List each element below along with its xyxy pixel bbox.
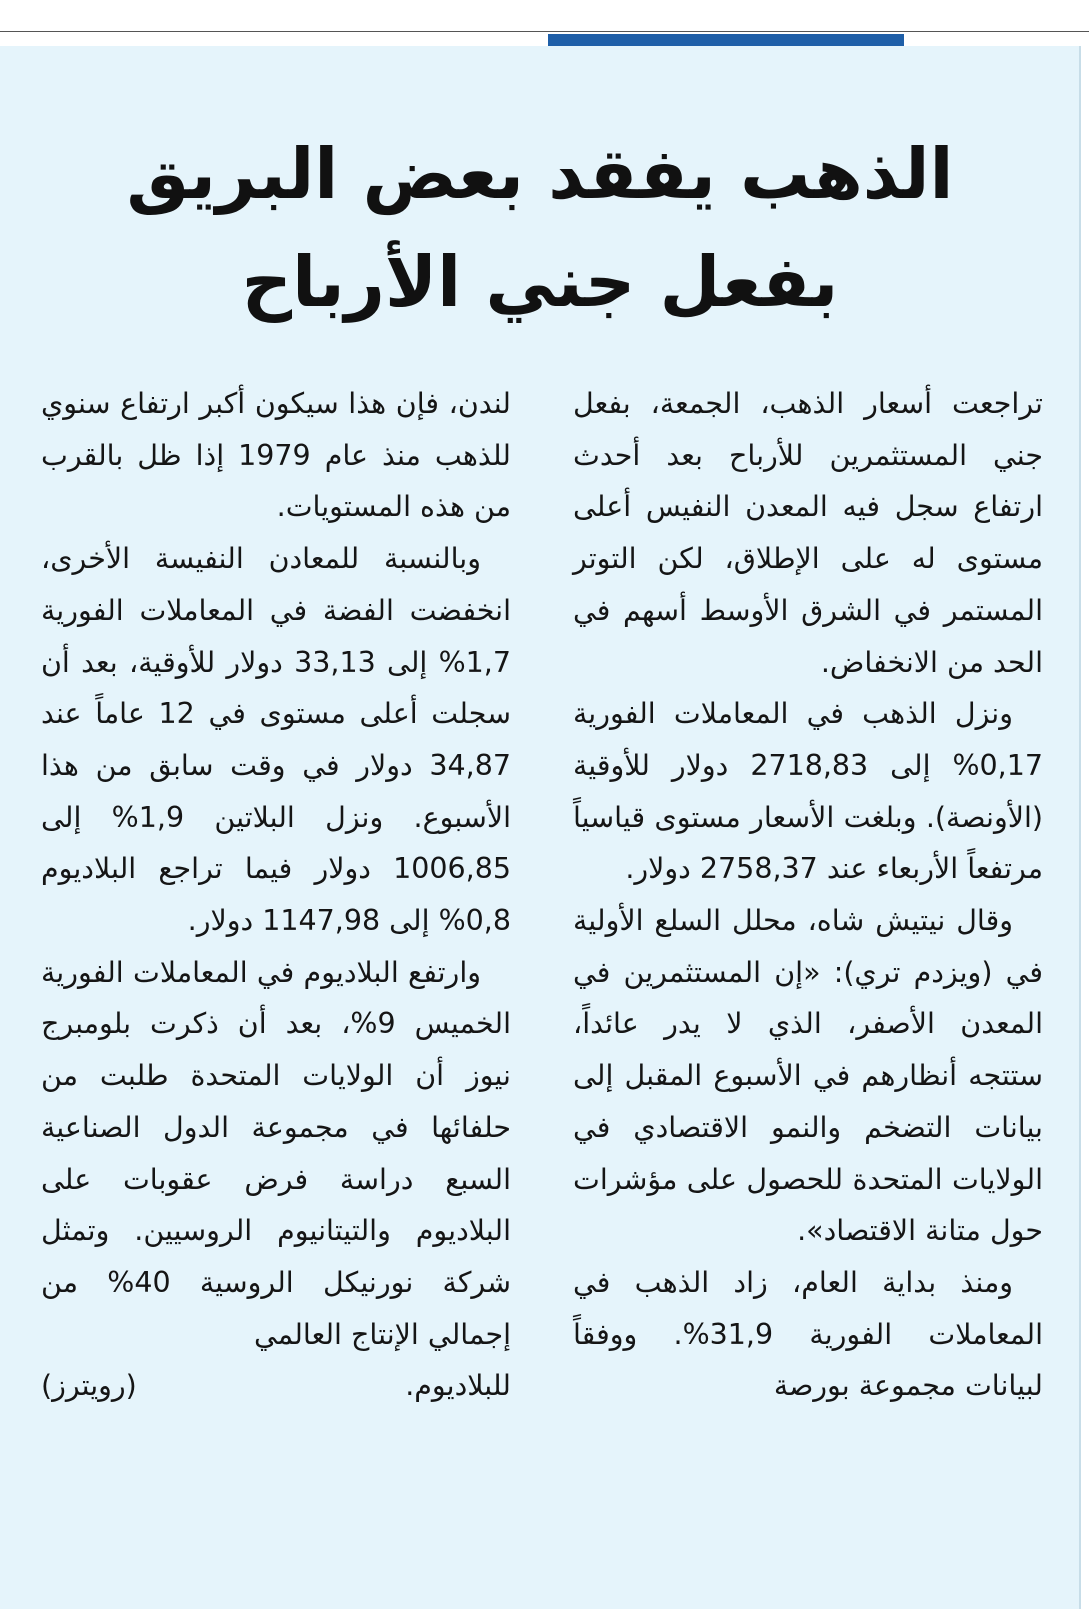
- closing-line: [41, 1360, 511, 1412]
- paragraph: وارتفع البلاديوم في المعاملات الفورية الخميس 9%، بعد أن ذكرت بلومبرج نيوز أن الولايات المتحدة طلبت من حلفائها في مجموعة الدول الصناعية السبع دراسة فرض عقوبات على البلاديوم والتيتانيوم الروسيين. وتمثل شركة نورنيكل الروسية 40% من إجمالي الإنتاج العالمي: [41, 955, 511, 1351]
- headline: [60, 120, 1020, 336]
- article-column-right: [573, 378, 1043, 1412]
- headline-line-2: بفعل جني الأرباح: [241, 241, 839, 323]
- closing-text: للبلاديوم.: [405, 1369, 511, 1403]
- paragraph: ومنذ بداية العام، زاد الذهب في المعاملات الفورية 31,9%. ووفقاً لبيانات مجموعة بورصة: [573, 1265, 1044, 1403]
- paragraph: وبالنسبة للمعادن النفيسة الأخرى، انخفضت الفضة في المعاملات الفورية 1,7% إلى 33,13 دولار للأوقية، بعد أن سجلت أعلى مستوى في 12 عاماً عند 34,87 دولار في وقت سابق من هذا الأسبوع. ونزل البلاتين 1,9% إلى 1006,85 دولار فيما تراجع البلاديوم 0,8% إلى 1147,98 دولار.: [41, 542, 511, 938]
- headline-line-1: الذهب يفقد بعض البريق: [126, 133, 954, 215]
- paragraph: تراجعت أسعار الذهب، الجمعة، بفعل جني المستثمرين للأرباح بعد أحدث ارتفاع سجل فيه المعدن النفيس أعلى مستوى له على الإطلاق، لكن التوتر المستمر في الشرق الأوسط أسهم في الحد من الانخفاض.: [573, 387, 1043, 679]
- paragraph: ونزل الذهب في المعاملات الفورية 0,17% إلى 2718,83 دولار للأوقية (الأونصة). وبلغت الأسعار مستوى قياسياً مرتفعاً الأربعاء عند 2758,37 دولار.: [573, 697, 1043, 886]
- paragraph: لندن، فإن هذا سيكون أكبر ارتفاع سنوي للذهب منذ عام 1979 إذا ظل بالقرب من هذه المستويات.: [41, 387, 511, 524]
- top-rule: [0, 31, 1089, 32]
- article-column-left: [41, 378, 511, 1412]
- accent-bar: [548, 34, 904, 46]
- paragraph: وقال نيتيش شاه، محلل السلع الأولية في (ويزدم تري): «إن المستثمرين في المعدن الأصفر، الذي لا يدر عائداً، ستتجه أنظارهم في الأسبوع المقبل إلى بيانات التضخم والنمو الاقتصادي في الولايات المتحدة للحصول على مؤشرات حول متانة الاقتصاد».: [573, 904, 1043, 1248]
- source-credit: (رويترز): [41, 1369, 137, 1403]
